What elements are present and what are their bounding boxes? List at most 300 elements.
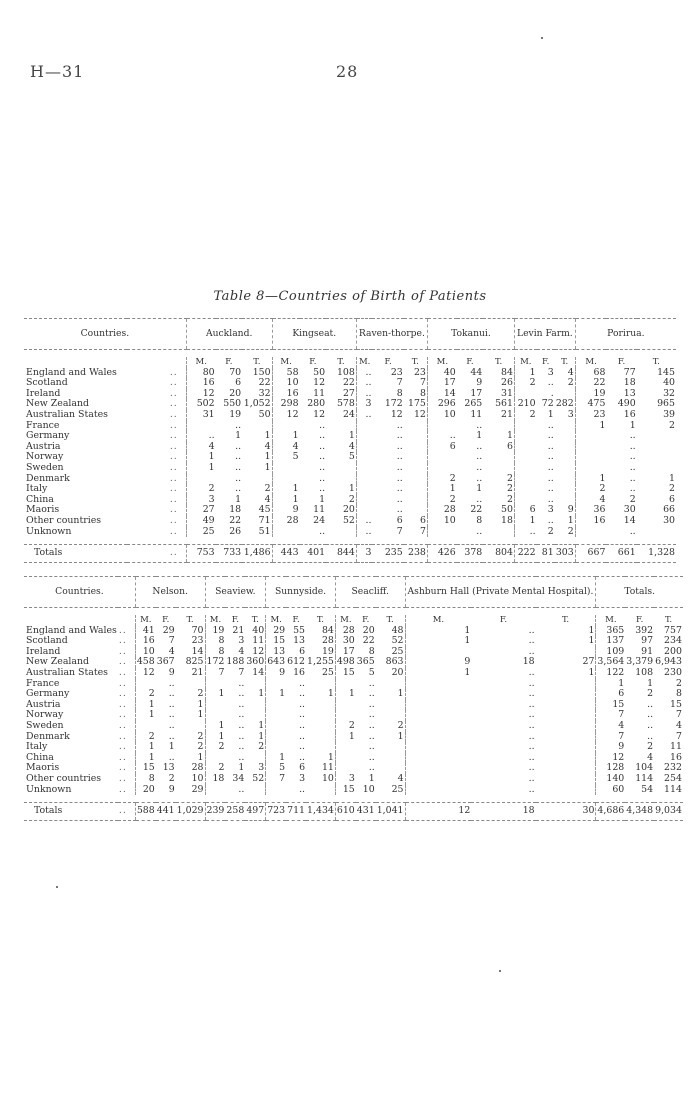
table-cell: 3 [567,408,574,420]
sex-subheader: T. [561,357,569,367]
total-cell: 30 [536,803,596,821]
table-cell: .. [396,461,403,473]
sex-subheader: T. [253,357,261,367]
table-cell: 1 [264,430,271,442]
sex-subheader: M. [596,615,625,626]
table-cell: 71 [258,514,271,526]
table-cell: 28 [335,626,355,637]
table-cell: .. [368,688,375,700]
table-cell: .. [168,677,175,689]
table-cell [536,721,596,732]
table-cell: 5 [368,666,375,678]
table-cell: 1 [405,636,471,647]
table-cell: 16 [272,389,299,400]
country-name: Unknown [26,783,72,795]
country-name: France [26,419,60,431]
table-cell: 12 [313,408,326,420]
table-cell: 1 [272,484,299,495]
table-cell: 4 [168,645,175,657]
totals-label: Totals [24,803,118,821]
table-cell [405,785,471,796]
table-cell: 965 [657,398,675,410]
table-cell: 30 [623,504,636,516]
table-cell: .. [476,461,483,473]
total-cell: 588 [135,803,155,821]
table-cell [266,721,286,732]
sex-subheader: T. [316,615,325,625]
institution-header: Porirua. [575,319,676,350]
table-cell: 1 [405,668,471,679]
total-cell: 81 [537,545,555,563]
total-cell: 661 [606,545,636,563]
country-name: New Zealand [26,656,90,668]
table-cell [356,431,372,442]
table-cell: 16 [670,751,682,763]
table-cell: .. [356,368,372,379]
sex-subheader: F. [292,615,300,625]
table-cell [555,442,576,453]
leader-dots: .. [169,398,178,410]
table-cell [483,463,514,474]
table-cell: .. [299,751,306,763]
table-cell: 20 [362,624,375,636]
table-cell: 7 [205,668,225,679]
table-cell: 16 [623,408,636,420]
table-cell: 39 [663,408,675,420]
table-cell: 28 [321,635,334,647]
table-cell: 122 [596,668,625,679]
table-cell: 27 [342,387,355,399]
leader-dots: .. [169,504,178,516]
table-cell: 1 [596,679,625,690]
table-cell: .. [476,451,483,463]
table-cell: .. [476,440,483,452]
table-cell: .. [476,493,483,505]
leader-dots: .. [169,387,178,399]
table-cell: 12 [413,408,426,420]
table-cell: 77 [623,366,636,378]
table-cell: 1 [186,463,215,474]
institution-header: Raven-thorpe. [356,319,427,350]
sex-subheader: F. [225,357,233,367]
country-name: Other countries [26,772,102,784]
table-cell: 1 [135,753,155,764]
table-cell [404,463,428,474]
table-cell [205,700,225,711]
table-cell: 66 [663,504,675,516]
table-cell: .. [235,419,242,431]
table-cell [514,431,536,442]
table-cell: .. [396,451,403,463]
sex-subheader: F. [231,615,239,625]
table-cell: 18 [205,774,225,785]
country-name: Austria [26,440,61,452]
table-cell: 4 [264,440,271,452]
country-name: Sweden [26,461,64,473]
country-name: France [26,677,60,689]
sex-subheader: T. [652,357,660,367]
table-cell: 137 [596,636,625,647]
table-cell: 502 [186,399,215,410]
table-cell: 3 [547,366,554,378]
table-cell: 1 [266,689,286,700]
leader-dots: .. [118,635,127,647]
table-cell: 30 [663,514,675,526]
table-cell: 22 [342,377,355,389]
table-cell: .. [319,472,326,484]
table-cell: 3 [547,504,554,516]
table-cell: 26 [501,377,513,389]
leader-dots: .. [169,419,178,431]
table-cell: .. [396,472,403,484]
table-cell: 2 [669,419,675,431]
sex-subheader: F. [384,357,392,367]
leader-dots: .. [118,677,127,689]
total-cell: 667 [575,545,606,563]
table-cell [356,452,372,463]
table-cell: 1 [647,677,654,689]
table-cell: 2 [168,772,175,784]
table-cell: .. [238,719,245,731]
table-cell: .. [368,719,375,731]
table-cell: 14 [252,666,265,678]
table-cell: 10 [135,647,155,658]
table-cell: .. [528,741,535,753]
table-cell: 8 [419,387,426,399]
table-cell: .. [528,709,535,721]
table-cell: 1 [197,698,204,710]
table-cell: 1 [235,493,242,505]
table-cell: 2 [186,484,215,495]
table-row [24,516,676,527]
table-cell: 7 [596,710,625,721]
table-cell: 12 [186,389,215,400]
table-cell: .. [368,677,375,689]
table-cell: 392 [635,624,654,636]
table-cell: 6 [427,442,456,453]
total-cell: 4,348 [625,803,654,821]
table-cell [306,785,335,796]
table-cell: 1 [168,741,175,753]
table-cell: 109 [596,647,625,658]
table-cell: .. [319,430,326,442]
total-cell: 723 [266,803,286,821]
table-cell: 51 [258,525,271,537]
total-cell: 441 [156,803,176,821]
table-cell: 55 [293,624,306,636]
table-cell: 1 [514,368,536,379]
table-cell [637,431,676,442]
institution-header: Auckland. [186,319,272,350]
leader-dots: .. [169,461,178,473]
table-cell: .. [299,719,306,731]
table-cell: 1 [186,452,215,463]
table-cell: 5 [348,451,355,463]
table-cell: 45 [258,504,271,516]
table-cell: 14 [191,645,204,657]
leader-dots: .. [169,366,178,378]
table-cell: 10 [272,378,299,389]
country-name: Ireland [26,645,61,657]
leader-dots: .. [169,377,178,389]
sex-subheader: M. [335,615,355,626]
table-cell: 578 [336,398,355,410]
table-cell [514,421,536,432]
table-cell: .. [528,772,535,784]
leader-dots: .. [118,741,127,753]
leader-dots: .. [118,772,127,784]
table-cell: 9 [168,783,175,795]
table-cell: 54 [641,783,654,795]
table-cell [404,421,428,432]
table-cell: 11 [470,408,483,420]
table-cell: .. [528,645,535,657]
table-cell [427,452,456,463]
table-cell: 12 [252,645,265,657]
sex-subheader: T. [251,615,259,625]
table-cell: . [550,387,554,399]
table-cell: 365 [596,626,625,637]
table-cell: 91 [641,645,654,657]
table-cell: .. [368,751,375,763]
table-cell [404,474,428,485]
country-name: Ireland [26,387,61,399]
sex-subheader: T. [495,357,503,367]
table-cell [536,763,596,774]
table-cell: 41 [135,626,155,637]
table-cell [356,474,372,485]
total-cell: 443 [272,545,299,563]
table-cell: .. [528,688,535,700]
table-cell: .. [368,709,375,721]
table-cell: 50 [501,504,513,516]
table-cell: 643 [267,656,286,668]
table-cell [427,527,456,538]
table-cell: 6 [669,493,675,505]
table-cell [405,689,471,700]
leader-dots: .. [169,514,178,526]
leader-dots: .. [118,803,135,821]
table-cell: .. [476,472,483,484]
table-cell [326,463,356,474]
table-cell: 1 [427,484,456,495]
table-cell [405,700,471,711]
table-cell: 2 [135,689,155,700]
table-cell: 9 [596,742,625,753]
table-cell [266,700,286,711]
leader-dots: .. [169,408,178,420]
sex-subheader: T. [411,357,419,367]
table-cell: 1 [272,495,299,506]
table-cell: 9 [405,657,471,668]
table-cell: .. [528,730,535,742]
table-cell: .. [238,688,245,700]
table-cell [575,463,606,474]
table-cell: .. [528,677,535,689]
table-cell: .. [547,493,554,505]
table-cell: .. [629,472,636,484]
table-cell [637,463,676,474]
table-cell: .. [235,472,242,484]
sex-subheader: M. [266,615,286,626]
table-cell [376,742,405,753]
table-cell: .. [168,688,175,700]
sex-subheader: T. [664,615,673,625]
table-cell: 8 [205,647,225,658]
table-cell: 1 [135,710,155,721]
table-cell: 23 [390,366,403,378]
total-cell: 303 [555,545,576,563]
table-cell: 14 [427,389,456,400]
table-cell: 1 [258,688,265,700]
scan-speck [499,970,501,972]
table-cell: 2 [205,742,225,753]
table-cell: 4 [596,721,625,732]
total-cell: 258 [225,803,245,821]
table-cell: .. [235,483,242,495]
table-cell: 70 [229,366,242,378]
table-cell: 1 [507,430,513,442]
country-name: Other countries [26,514,102,526]
table-cell: .. [168,709,175,721]
table-cell: 6 [299,645,306,657]
table-cell: 84 [501,366,513,378]
country-name: Scotland [26,635,68,647]
table-cell: 13 [266,647,286,658]
table-cell: 1 [327,751,334,763]
sex-subheader: M. [356,357,372,368]
table-cell: 15 [266,636,286,647]
table-cell: .. [647,709,654,721]
leader-dots: .. [118,698,127,710]
table-cell: 1 [258,730,265,742]
country-name: Germany [26,688,70,700]
table-cell: 1 [235,430,242,442]
table-cell [483,527,514,538]
table-cell: 2 [348,493,355,505]
institution-header: Ashburn Hall (Private Mental Hospital). [405,577,596,608]
table-cell: .. [238,783,245,795]
total-cell: 1,029 [176,803,205,821]
table-cell: .. [547,483,554,495]
table-cell: 12 [390,408,403,420]
table-cell: 1 [197,751,204,763]
table-cell: 1 [368,772,375,784]
total-cell: 18 [471,803,535,821]
table-cell: 1 [575,474,606,485]
table-cell: 365 [356,656,375,668]
table-cell [266,710,286,721]
institution-header: Totals. [596,577,683,608]
table-cell: .. [168,698,175,710]
sex-subheader-row [24,357,676,368]
table-cell: 48 [391,624,404,636]
table-cell: 29 [266,626,286,637]
table-title: Table 8—Countries of Birth of Patients [213,289,487,304]
scan-speck [56,886,58,888]
table-cell: 50 [313,366,326,378]
table-cell: 7 [396,525,403,537]
table-cell [356,484,372,495]
table-cell: 97 [641,635,654,647]
table-cell: 13 [623,387,636,399]
table-cell: 18 [501,514,513,526]
blank-cell [24,357,186,368]
total-cell: 9,034 [654,803,683,821]
table-cell [536,753,596,764]
table-cell: 360 [246,656,265,668]
table-cell: 31 [501,387,513,399]
table-cell: 7 [596,732,625,743]
table-cell: 11 [313,387,326,399]
table-cell: .. [299,677,306,689]
table-cell: 21 [191,666,204,678]
table-cell: .. [356,389,372,400]
table-cell: .. [319,440,326,452]
table-cell: 1 [629,419,636,431]
table-cell: 11 [670,741,682,753]
table-cell: 11 [321,762,334,774]
table-cell: 29 [191,783,204,795]
table-cell: 2 [197,741,204,753]
table-cell: .. [528,666,535,678]
table-cell [555,463,576,474]
table-cell: .. [547,451,554,463]
table-cell: 28 [427,505,456,516]
table-cell: 25 [321,666,334,678]
table-cell: .. [238,709,245,721]
table-cell: 72 [541,398,554,410]
table-cell: 17 [470,387,483,399]
table-cell: 6 [299,762,306,774]
leader-dots: .. [118,656,127,668]
table-cell: 108 [635,666,654,678]
table-cell: 50 [258,408,271,420]
spacer-row [24,795,683,803]
table-cell [427,463,456,474]
table-cell: .. [299,741,306,753]
table-cell: 1 [335,732,355,743]
total-cell: 431 [356,803,376,821]
table-cell: 1 [514,516,536,527]
table-cell: .. [299,688,306,700]
table-cell: 24 [342,408,355,420]
table-cell [205,785,225,796]
table-cell: .. [528,624,535,636]
table-cell: 1 [335,689,355,700]
table-cell: 4 [567,366,574,378]
table-cell [575,452,606,463]
table-cell: 2 [427,495,456,506]
table-row [24,785,683,796]
table-cell: .. [235,440,242,452]
sex-subheader: M. [427,357,456,368]
table-cell: .. [476,525,483,537]
table-cell: 232 [664,762,682,774]
sex-subheader-row [24,615,683,626]
table-cell [405,710,471,721]
table-cell: 7 [419,525,426,537]
table-cell: .. [238,751,245,763]
total-cell: 238 [404,545,428,563]
table-cell: 15 [335,668,355,679]
table-cell: 19 [321,645,334,657]
table-cell: 1 [476,430,483,442]
table-cell: 1 [575,421,606,432]
table-cell: 34 [232,772,245,784]
table-cell: .. [547,419,554,431]
table-cell: 3 [238,635,245,647]
